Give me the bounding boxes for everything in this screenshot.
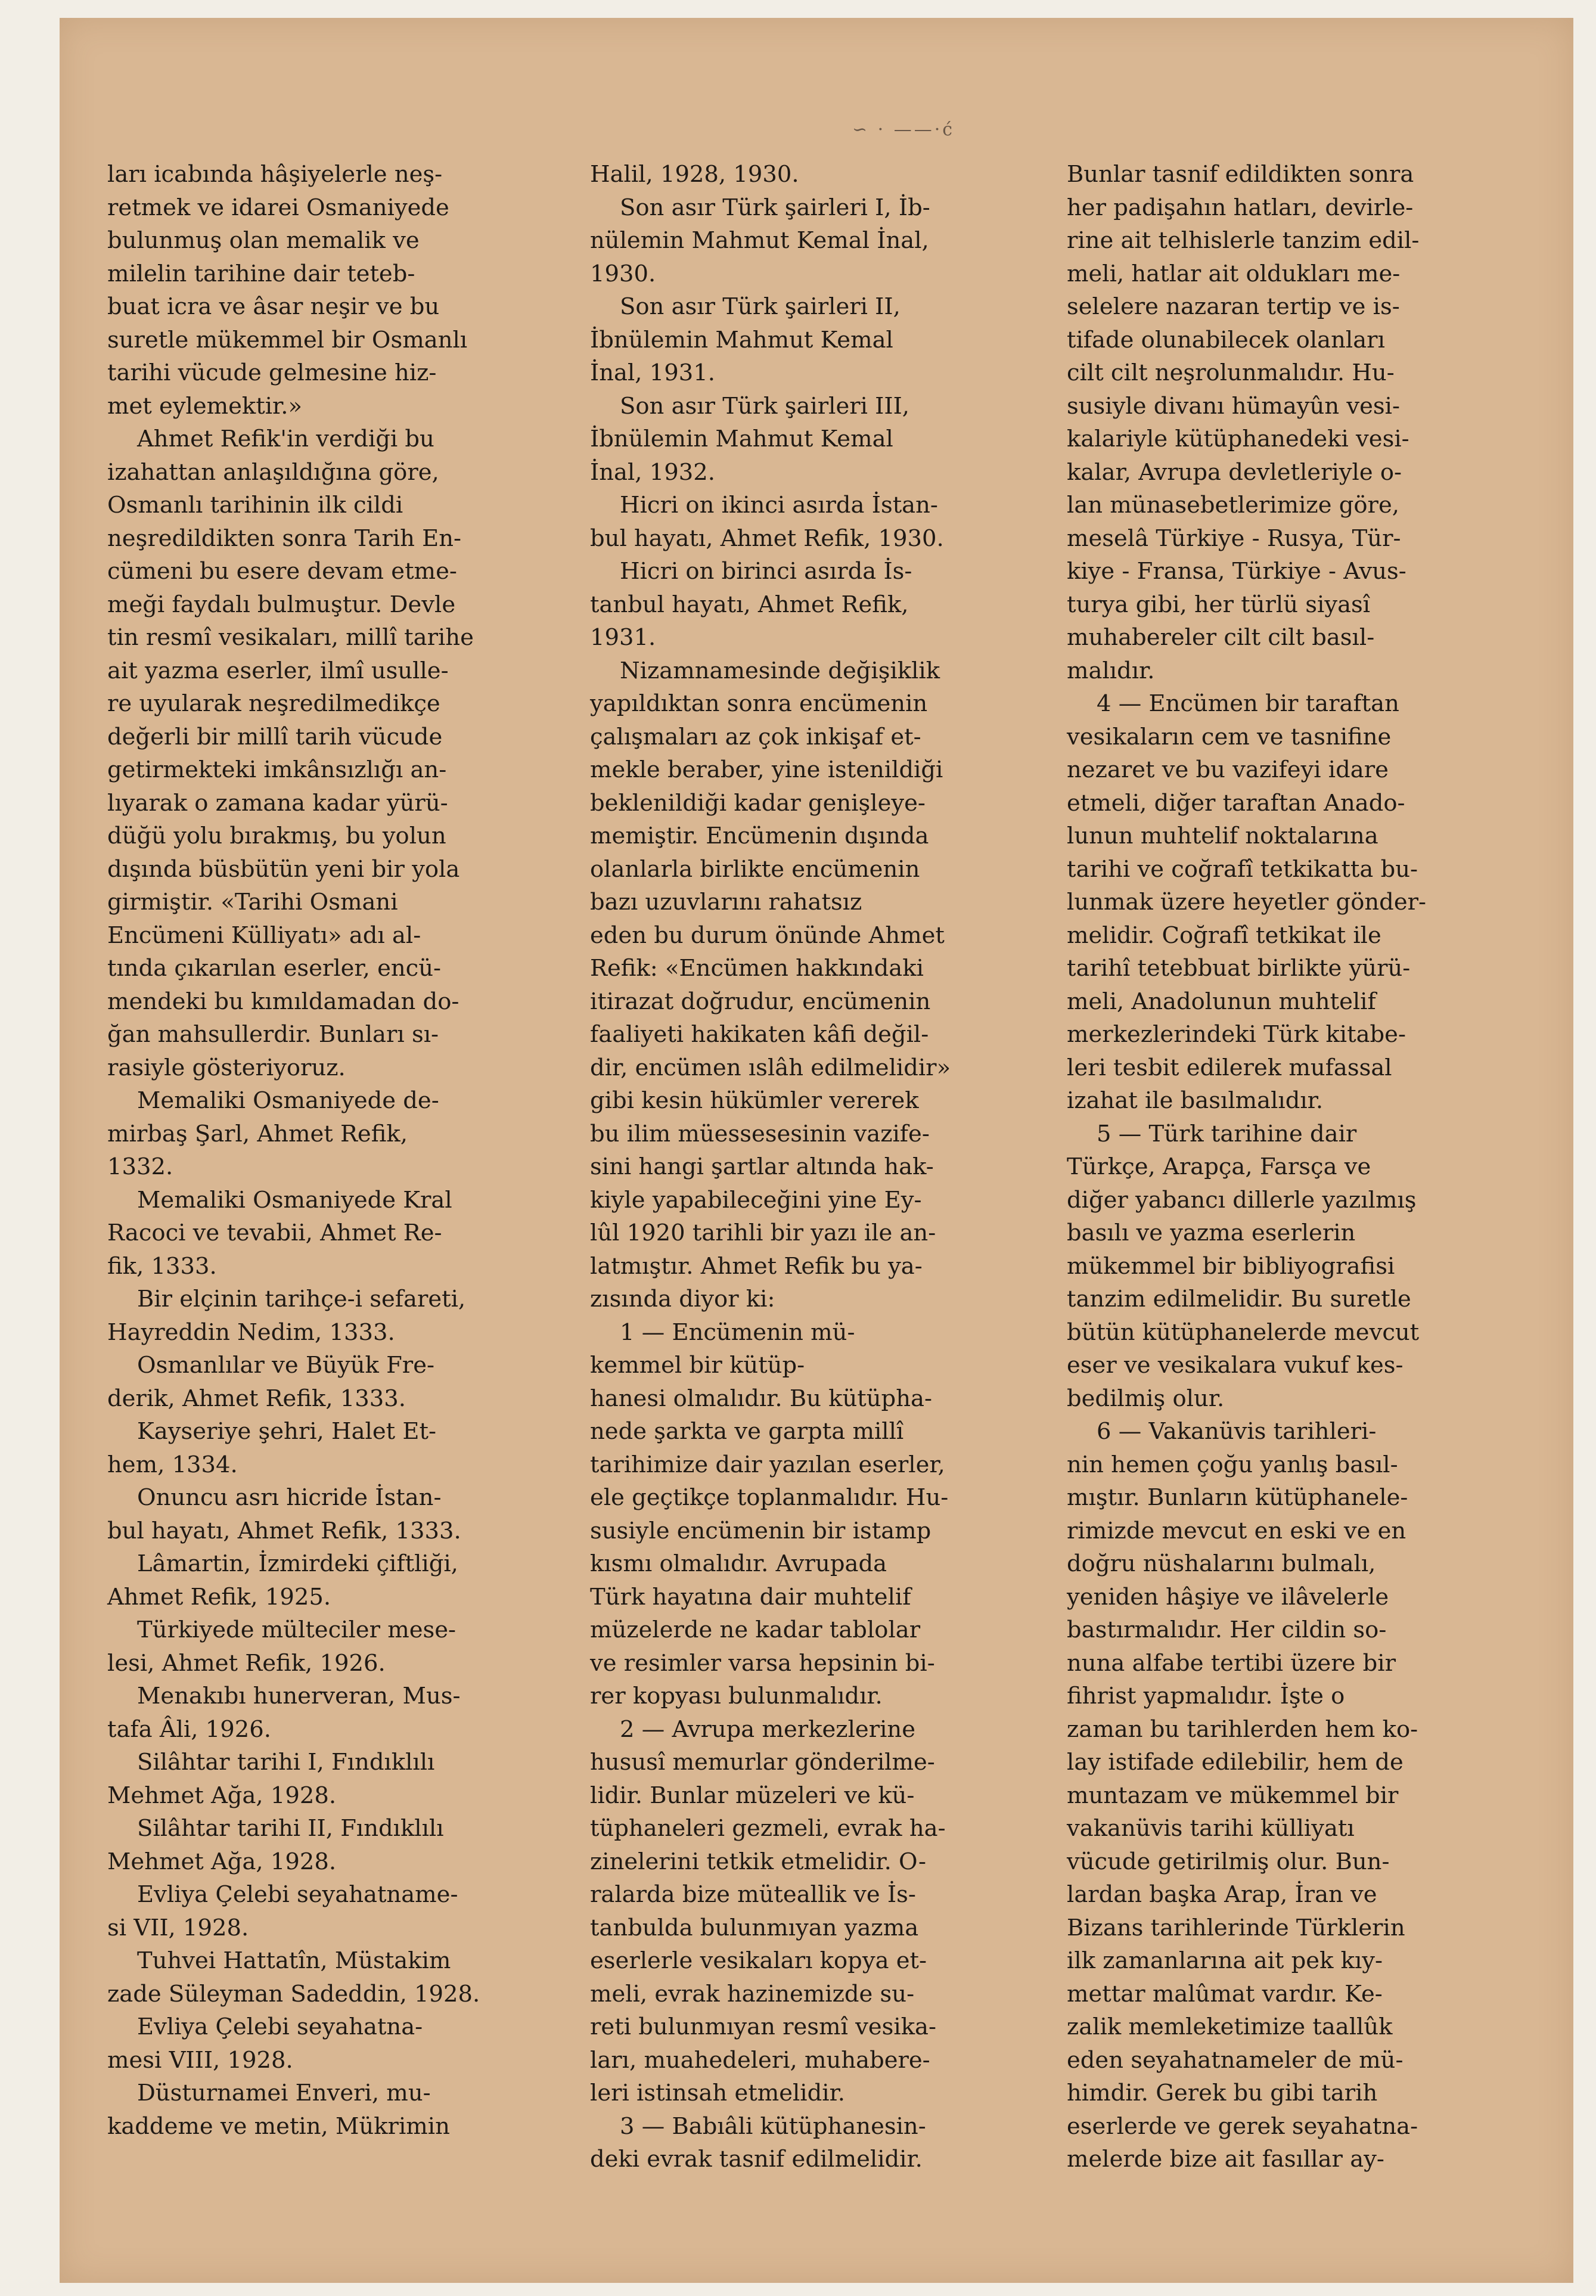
text-line: girmiştir. «Tarihi Osmani [107, 889, 398, 916]
text-line: re uyularak neşredilmedikçe [107, 690, 440, 717]
text-line: lunmak üzere heyetler gönder- [1067, 889, 1427, 916]
text-line: 1931. [590, 624, 656, 651]
text-line: bul hayatı, Ahmet Refik, 1333. [107, 1517, 461, 1544]
text-line: Evliya Çelebi seyahatna- [137, 2013, 423, 2040]
text-line: zade Süleyman Sadeddin, 1928. [107, 1980, 480, 2008]
text-line: sini hangi şartlar altında hak- [590, 1153, 934, 1180]
text-line: milelin tarihine dair teteb- [107, 260, 415, 287]
text-line: hem, 1334. [107, 1451, 238, 1478]
text-line: Mehmet Ağa, 1928. [107, 1782, 337, 1809]
text-line: nezaret ve bu vazifeyi idare [1067, 756, 1389, 783]
text-line: tında çıkarılan eserler, encü- [107, 955, 442, 982]
text-line: getirmekteki imkânsızlığı an- [107, 756, 447, 783]
text-line: ve resimler varsa hepsinin bi- [590, 1649, 935, 1677]
text-line: derik, Ahmet Refik, 1333. [107, 1385, 406, 1412]
text-line: 3 — Babıâli kütüphanesin- [620, 2112, 926, 2140]
text-line: izahattan anlaşıldığına göre, [107, 458, 439, 486]
text-line: Encümeni Külliyatı» adı al- [107, 921, 421, 949]
text-line: ait yazma eserler, ilmî usulle- [107, 657, 449, 684]
text-line: Osmanlılar ve Büyük Fre- [137, 1352, 434, 1379]
text-line: vesikaların cem ve tasnifine [1067, 723, 1392, 750]
text-line: bastırmalıdır. Her cildin so- [1067, 1616, 1387, 1643]
text-line: selelere nazaran tertip ve is- [1067, 293, 1400, 320]
text-line: kiyle yapabileceğini yine Ey- [590, 1186, 922, 1214]
text-line: tarihi ve coğrafî tetkikatta bu- [1067, 855, 1418, 883]
text-line: ğan mahsullerdir. Bunları sı- [107, 1021, 439, 1048]
text-line: cümeni bu esere devam etme- [107, 558, 457, 585]
text-line: Son asır Türk şairleri II, [620, 293, 901, 320]
text-line: değerli bir millî tarih vücude [107, 723, 443, 750]
text-line: bedilmiş olur. [1067, 1385, 1225, 1412]
text-line: zaman bu tarihlerden hem ko- [1067, 1715, 1418, 1743]
text-line: Bir elçinin tarihçe-i sefareti, [137, 1286, 466, 1313]
text-line: eden seyahatnameler de mü- [1067, 2046, 1404, 2074]
text-line: Hicri on ikinci asırda İstan- [620, 492, 938, 519]
text-line: Osmanlı tarihinin ilk cildi [107, 492, 403, 519]
text-line: dışında büsbütün yeni bir yola [107, 855, 460, 883]
text-line: mesi VIII, 1928. [107, 2046, 293, 2074]
text-line: dir, encümen ıslâh edilmelidir» [590, 1054, 951, 1081]
text-line: Halil, 1928, 1930. [590, 161, 799, 188]
text-line: İbnülemin Mahmut Kemal [590, 426, 893, 452]
text-column-1 [107, 158, 524, 2143]
text-line: rimizde mevcut en eski ve en [1067, 1517, 1406, 1544]
text-line: Evliya Çelebi seyahatname- [137, 1881, 458, 1908]
text-line: düğü yolu bırakmış, bu yolun [107, 823, 446, 849]
text-line: Kayseriye şehri, Halet Et- [137, 1418, 436, 1445]
text-line: memiştir. Encümenin dışında [590, 823, 929, 849]
text-line: tarihimize dair yazılan eserler, [590, 1451, 945, 1478]
text-line: Refik: «Encümen hakkındaki [590, 955, 924, 982]
text-line: kiye - Fransa, Türkiye - Avus- [1067, 558, 1406, 585]
text-line: neşredildikten sonra Tarih En- [107, 525, 462, 552]
text-line: ele geçtikçe toplanmalıdır. Hu- [590, 1484, 949, 1511]
text-line: lıyarak o zamana kadar yürü- [107, 789, 448, 817]
text-line: eden bu durum önünde Ahmet [590, 921, 945, 949]
text-line: kısmı olmalıdır. Avrupada [590, 1550, 887, 1577]
text-line: Menakıbı hunerveran, Mus- [137, 1683, 461, 1709]
text-line: her padişahın hatları, devirle- [1067, 194, 1414, 221]
text-line: mekle beraber, yine istenildiği [590, 756, 943, 783]
text-line: tanzim edilmelidir. Bu suretle [1067, 1286, 1411, 1313]
text-line: kaddeme ve metin, Mükrimin [107, 2112, 450, 2140]
text-line: 1332. [107, 1153, 173, 1180]
text-line: bütün kütüphanelerde mevcut [1067, 1318, 1420, 1346]
text-line: Onuncu asrı hicride İstan- [137, 1484, 442, 1511]
text-line: Tuhvei Hattatîn, Müstakim [137, 1947, 451, 1974]
text-line: hususî memurlar gönderilme- [590, 1749, 935, 1776]
text-line: doğru nüshalarını bulmalı, [1067, 1550, 1376, 1577]
text-line: turya gibi, her türlü siyasî [1067, 591, 1371, 618]
text-line: tin resmî vesikaları, millî tarihe [107, 624, 474, 651]
text-line: bazı uzuvlarını rahatsız [590, 889, 862, 916]
text-line: kalar, Avrupa devletleriyle o- [1067, 458, 1402, 486]
text-line: gibi kesin hükümler vererek [590, 1087, 919, 1114]
text-line: nülemin Mahmut Kemal İnal, [590, 227, 929, 254]
text-line: eser ve vesikalara vukuf kes- [1067, 1352, 1404, 1379]
text-line: Lâmartin, İzmirdeki çiftliği, [137, 1550, 458, 1577]
text-line: malıdır. [1067, 657, 1155, 684]
text-line: diğer yabancı dillerle yazılmış [1067, 1186, 1417, 1214]
text-line: tanbul hayatı, Ahmet Refik, [590, 591, 909, 618]
text-line: Silâhtar tarihi II, Fındıklılı [137, 1815, 444, 1842]
text-line: İbnülemin Mahmut Kemal [590, 326, 893, 353]
text-line: reti bulunmıyan resmî vesika- [590, 2013, 937, 2040]
text-line: muhabereler cilt cilt basıl- [1067, 624, 1375, 651]
text-line: rer kopyası bulunmalıdır. [590, 1683, 883, 1709]
text-line: yapıldıktan sonra encümenin [590, 690, 928, 717]
text-line: eserlerde ve gerek seyahatna- [1067, 2112, 1418, 2140]
text-line: mettar malûmat vardır. Ke- [1067, 1980, 1383, 2008]
text-line: Mehmet Ağa, 1928. [107, 1848, 337, 1875]
text-line: leri tesbit edilerek mufassal [1067, 1054, 1392, 1081]
text-line: tifade olunabilecek olanları [1067, 326, 1385, 353]
text-line: kalariyle kütüphanedeki vesi- [1067, 426, 1409, 452]
text-line: Nizamnamesinde değişiklik [620, 657, 940, 684]
text-line: itirazat doğrudur, encümenin [590, 988, 931, 1015]
text-line: ları icabında hâşiyelerle neş- [107, 161, 443, 188]
text-line: lay istifade edilebilir, hem de [1067, 1749, 1404, 1776]
text-column-3 [1067, 158, 1484, 2176]
text-line: vücude getirilmiş olur. Bun- [1067, 1848, 1390, 1875]
text-line: merkezlerindeki Türk kitabe- [1067, 1021, 1406, 1048]
text-line: latmıştır. Ahmet Refik bu ya- [590, 1252, 923, 1280]
text-line: 6 — Vakanüvis tarihleri- [1097, 1418, 1377, 1445]
text-column-2 [590, 158, 1007, 2176]
text-line: basılı ve yazma eserlerin [1067, 1220, 1356, 1246]
text-line: bulunmuş olan memalik ve [107, 227, 420, 254]
text-line: melidir. Coğrafî tetkikat ile [1067, 921, 1381, 949]
text-line: mükemmel bir bibliyografisi [1067, 1252, 1395, 1280]
text-line: rine ait telhislerle tanzim edil- [1067, 227, 1420, 254]
text-line: Racoci ve tevabii, Ahmet Re- [107, 1220, 442, 1246]
text-line: tarihî tetebbuat birlikte yürü- [1067, 955, 1411, 982]
text-line: Düsturnamei Enveri, mu- [137, 2080, 431, 2106]
text-line: susiyle encümenin bir istamp [590, 1517, 931, 1544]
text-line: lardan başka Arap, İran ve [1067, 1881, 1377, 1908]
text-line: beklenildiği kadar genişleye- [590, 789, 926, 817]
text-line: etmeli, diğer taraftan Anado- [1067, 789, 1405, 817]
text-line: faaliyeti hakikaten kâfi değil- [590, 1021, 929, 1048]
text-line: Memaliki Osmaniyede Kral [137, 1186, 452, 1214]
text-line: zısında diyor ki: [590, 1286, 775, 1313]
text-line: vakanüvis tarihi külliyatı [1067, 1815, 1355, 1842]
text-line: meli, evrak hazinemizde su- [590, 1980, 915, 2008]
text-line: kemmel bir kütüp- [590, 1352, 805, 1379]
text-line: meli, Anadolunun muhtelif [1067, 988, 1376, 1015]
text-line: lunun muhtelif noktalarına [1067, 823, 1378, 849]
text-line: Türk hayatına dair muhtelif [590, 1583, 911, 1611]
text-line: yeniden hâşiye ve ilâvelerle [1067, 1583, 1389, 1611]
text-line: 1930. [590, 260, 656, 287]
text-line: Hayreddin Nedim, 1333. [107, 1318, 395, 1346]
text-line: İnal, 1932. [590, 458, 715, 486]
text-line: lûl 1920 tarihli bir yazı ile an- [590, 1220, 936, 1246]
text-line: Silâhtar tarihi I, Fındıklılı [137, 1749, 435, 1776]
text-line: leri istinsah etmelidir. [590, 2080, 845, 2106]
text-line: melerde bize ait fasıllar ay- [1067, 2146, 1384, 2173]
text-line: bu ilim müessesesinin vazife- [590, 1120, 930, 1147]
text-line: Hicri on birinci asırda İs- [620, 558, 912, 585]
text-line: İnal, 1931. [590, 359, 715, 386]
text-line: susiyle divanı hümayûn vesi- [1067, 392, 1400, 420]
text-line: nuna alfabe tertibi üzere bir [1067, 1649, 1396, 1677]
text-line: met eylemektir.» [107, 392, 303, 420]
text-line: buat icra ve âsar neşir ve bu [107, 293, 440, 320]
text-line: meği faydalı bulmuştur. Devle [107, 591, 456, 618]
text-line: 4 — Encümen bir taraftan [1097, 690, 1399, 717]
text-line: rasiyle gösteriyoruz. [107, 1054, 346, 1081]
text-line: cilt cilt neşrolunmalıdır. Hu- [1067, 359, 1395, 386]
text-line: nin hemen çoğu yanlış basıl- [1067, 1451, 1398, 1478]
text-line: meli, hatlar ait oldukları me- [1067, 260, 1401, 287]
text-line: Türkiyede mülteciler mese- [137, 1616, 457, 1643]
text-line: hanesi olmalıdır. Bu kütüpha- [590, 1385, 932, 1412]
text-line: Ahmet Refik, 1925. [107, 1583, 331, 1611]
text-line: Ahmet Refik'in verdiği bu [137, 426, 434, 452]
text-line: eserlerle vesikaları kopya et- [590, 1947, 927, 1974]
text-line: 2 — Avrupa merkezlerine [620, 1715, 915, 1743]
text-line: fik, 1333. [107, 1252, 217, 1280]
text-line: lan münasebetlerimize göre, [1067, 492, 1399, 519]
text-line: Bunlar tasnif edildikten sonra [1067, 161, 1414, 188]
text-line: 5 — Türk tarihine dair [1097, 1120, 1357, 1147]
text-line: mıştır. Bunların kütüphanele- [1067, 1484, 1408, 1511]
text-line: meselâ Türkiye - Rusya, Tür- [1067, 525, 1401, 552]
text-line: si VII, 1928. [107, 1914, 249, 1941]
text-line: 1 — Encümenin mü- [620, 1318, 855, 1346]
text-line: ilk zamanlarına ait pek kıy- [1067, 1947, 1383, 1974]
text-line: fihrist yapmalıdır. İşte o [1067, 1683, 1345, 1709]
text-line: zinelerini tetkik etmelidir. O- [590, 1848, 927, 1875]
text-line: nede şarkta ve garpta millî [590, 1418, 904, 1445]
text-line: deki evrak tasnif edilmelidir. [590, 2146, 923, 2173]
text-line: ları, muahedeleri, muhabere- [590, 2046, 930, 2074]
text-line: izahat ile basılmalıdır. [1067, 1087, 1324, 1114]
text-line: zalik memleketimize taallûk [1067, 2013, 1393, 2040]
text-line: tarihi vücude gelmesine hiz- [107, 359, 437, 386]
text-line: muntazam ve mükemmel bir [1067, 1782, 1399, 1809]
text-line: tüphaneleri gezmeli, evrak ha- [590, 1815, 946, 1842]
text-line: Memaliki Osmaniyede de- [137, 1087, 439, 1114]
text-line: mirbaş Şarl, Ahmet Refik, [107, 1120, 408, 1147]
text-line: himdir. Gerek bu gibi tarih [1067, 2080, 1378, 2106]
text-line: Son asır Türk şairleri I, İb- [620, 194, 930, 221]
text-line: lesi, Ahmet Refik, 1926. [107, 1649, 386, 1677]
text-line: retmek ve idarei Osmaniyede [107, 194, 449, 221]
text-line: Bizans tarihlerinde Türklerin [1067, 1914, 1405, 1941]
text-line: ralarda bize müteallik ve İs- [590, 1881, 916, 1908]
text-line: olanlarla birlikte encümenin [590, 855, 920, 883]
text-line: çalışmaları az çok inkişaf et- [590, 723, 921, 750]
text-line: tanbulda bulunmıyan yazma [590, 1914, 919, 1941]
text-line: Türkçe, Arapça, Farsça ve [1067, 1153, 1371, 1180]
text-line: Son asır Türk şairleri III, [620, 392, 910, 420]
text-line: tafa Âli, 1926. [107, 1715, 271, 1743]
text-line: bul hayatı, Ahmet Refik, 1930. [590, 525, 944, 552]
text-line: müzelerde ne kadar tablolar [590, 1616, 921, 1643]
text-line: lidir. Bunlar müzeleri ve kü- [590, 1782, 915, 1809]
text-line: mendeki bu kımıldamadan do- [107, 988, 459, 1015]
text-line: suretle mükemmel bir Osmanlı [107, 326, 468, 353]
printer-mark: ∽ · ——·ć [852, 119, 955, 140]
